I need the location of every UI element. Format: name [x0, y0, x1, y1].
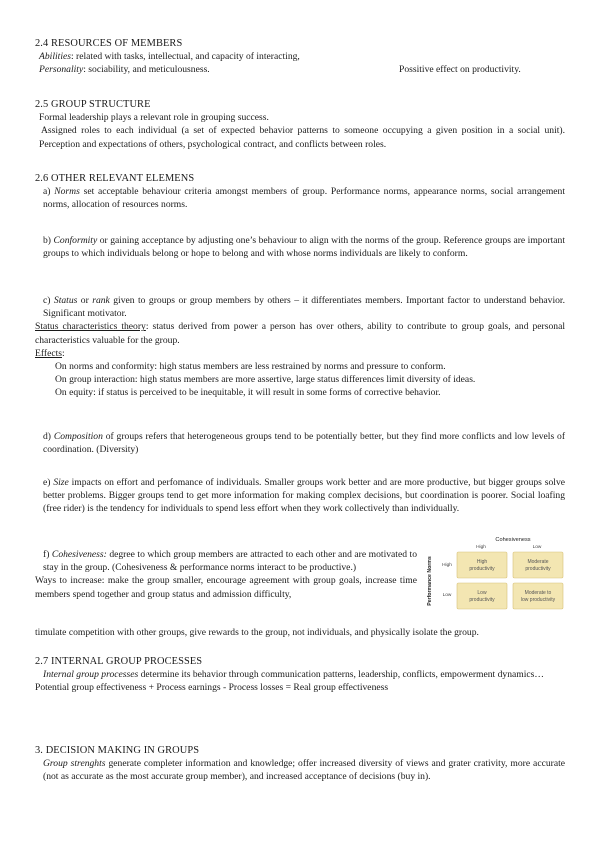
effect-item: On equity: if status is perceived to be inequitable, it will result in some forms of corrective behavior.: [55, 387, 441, 399]
ways-to-increase-text: Ways to increase: make the group smaller, encourage agreement with group goals, increase time members spend together and group status and admission difficulty,: [35, 575, 417, 600]
conformity-term: Conformity: [53, 235, 98, 246]
conformity-prefix: b): [43, 235, 54, 246]
cell-high-low-line1: Moderate: [527, 559, 549, 565]
cell-high-high-line2: productivity: [469, 566, 495, 572]
section-2-5: [35, 98, 565, 151]
formal-leadership-text: Formal leadership plays a relevant role in grouping success.: [39, 112, 269, 124]
abilities-label: Abilities: [39, 51, 71, 63]
cell-low-high-line2: productivity: [469, 597, 495, 603]
section-2-6: [35, 172, 565, 212]
cell-low-low-line1: Moderate to: [524, 590, 552, 596]
norms-text: set acceptable behaviour criteria amongst members of group. Performance norms, appearance norms, social arrangement norms, allocation of resources norms.: [43, 186, 565, 211]
conformity-block: [35, 234, 565, 260]
norms-prefix: a): [43, 186, 55, 198]
productivity-effect: Possitive effect on productivity.: [399, 64, 521, 76]
size-paragraph: [35, 476, 565, 516]
cell-high-high-line1: High: [476, 559, 488, 565]
cell-low-high-line1: Low: [477, 590, 487, 596]
conformity-text: or gaining acceptance by adjusting one’s behaviour to align with the norms of the group. Reference groups are important groups to which individuals belong or hope to belong and with whose norms individuals are likely to conform.: [43, 235, 565, 260]
status-theory-text: : status derived from power a person has over others, ability to contribute to group goals, and personal characteristics valuable for the group.: [35, 321, 565, 346]
personality-label: Personality: [39, 64, 84, 76]
status-text: given to groups or group members by others – it differentiates members. Important factor to understand behavior. Significant motivator.: [43, 295, 565, 320]
section-2-4-title: 2.4 RESOURCES OF MEMBERS: [35, 38, 183, 49]
status-theory-paragraph: [35, 320, 565, 346]
effect-item: On norms and conformity: high status members are less restrained by norms and pressure to conform.: [55, 361, 446, 373]
section-2-4: [35, 37, 565, 77]
effectiveness-formula: Potential group effectiveness + Process earnings - Process losses = Real group effectiveness: [35, 682, 389, 694]
internal-processes-text: determine its behavior through communication patterns, leadership, conflicts, empowerment dynamics…: [138, 669, 544, 681]
section-2-5-title: 2.5 GROUP STRUCTURE: [35, 99, 151, 110]
group-strengths-text: generate completer information and knowledge; offer increased diversity of views and grater crativity, more accurate (not as accurate as the most accurate group member), and increased acceptance of decisions (buy in).: [43, 758, 566, 783]
cohesiveness-text: degree to which group members are attracted to each other and are motivated to stay in the group. (Cohesiveness & performance norms interact to be productive.): [43, 549, 417, 574]
effect-item: On group interaction: high status members are more assertive, large status differences limit diversity of ideas.: [55, 374, 476, 386]
section-2-6-title: 2.6 OTHER RELEVANT ELEMENS: [35, 173, 195, 184]
composition-term: Composition: [53, 431, 103, 442]
effects-label: Effects: [35, 347, 62, 359]
cohesiveness-term: Cohesiveness:: [51, 549, 107, 560]
size-term: Size: [53, 477, 69, 488]
status-paragraph: [35, 294, 565, 320]
size-prefix: e): [43, 477, 54, 488]
status-term: Status: [53, 295, 78, 306]
cell-high-low: [513, 552, 563, 578]
group-strengths-term: Group strenghts: [43, 758, 106, 770]
section-2-7: [35, 655, 565, 695]
cohesiveness-paragraph: [35, 548, 417, 574]
col-label-low: Low: [532, 545, 542, 550]
size-block: [35, 476, 565, 516]
status-theory-label: Status characteristics theory: [35, 321, 146, 333]
section-3-title: 3. DECISION MAKING IN GROUPS: [35, 745, 200, 756]
section-3: [35, 744, 565, 784]
cell-low-low: [513, 583, 563, 609]
ways-continued-block: [35, 626, 565, 639]
status-or: or: [77, 295, 93, 306]
cell-low-high: [457, 583, 507, 609]
conformity-paragraph: [35, 234, 565, 260]
rank-term: rank: [92, 295, 110, 306]
size-text: impacts on effort and perfomance of individuals. Smaller groups work better and are more productive, but bigger groups solve better problems. Bigger groups tend to get more information for making complex decisions, but coordination is poorer. Social loafing (free rider) is the tendency for individuals to spend less effort when they work collectively than individually.: [43, 477, 565, 515]
cell-low-low-line2: low productivity: [520, 597, 556, 603]
assigned-roles-text: Assigned roles to each individual (a set of expected behavior patterns to someone occupying a given position in a social unit). Perception and expectations of others, psychological contract, and conflicts between roles.: [39, 125, 565, 150]
internal-processes-paragraph: [35, 668, 565, 681]
composition-paragraph: [35, 430, 565, 456]
axis-label-performance-norms: Performance Norms: [427, 556, 433, 606]
ways-continued-text: timulate competition with other groups, give rewards to the group, not individuals, and physically isolate the group.: [35, 627, 479, 638]
status-block: [35, 294, 565, 400]
status-prefix: c): [43, 295, 54, 306]
cohesiveness-prefix: f): [43, 549, 52, 560]
cohesiveness-block: [35, 548, 417, 601]
cohesiveness-performance-chart: [425, 533, 567, 615]
group-strengths-paragraph: [35, 757, 565, 783]
internal-processes-term: Internal group processes: [43, 669, 139, 681]
cell-high-high: [457, 552, 507, 578]
cell-high-low-line2: productivity: [525, 566, 551, 572]
chart-svg: [425, 533, 567, 615]
composition-block: [35, 430, 565, 456]
personality-text: : sociability, and meticulousness.: [83, 64, 210, 76]
abilities-text: : related with tasks, intellectual, and capacity of interacting,: [70, 51, 300, 63]
chart-title: Cohesiveness: [495, 537, 531, 543]
col-label-high: High: [476, 545, 486, 550]
composition-text: of groups refers that heterogeneous groups tend to be potentially better, but they find more conflicts and low levels of coordination. (Diversity): [43, 431, 566, 456]
effects-colon: :: [62, 347, 65, 359]
norms-term: Norms: [54, 186, 80, 198]
composition-prefix: d): [43, 431, 54, 442]
row-label-low: Low: [442, 593, 452, 598]
row-label-high: High: [442, 563, 452, 568]
section-2-7-title: 2.7 INTERNAL GROUP PROCESSES: [35, 656, 203, 667]
norms-paragraph: [35, 185, 565, 211]
